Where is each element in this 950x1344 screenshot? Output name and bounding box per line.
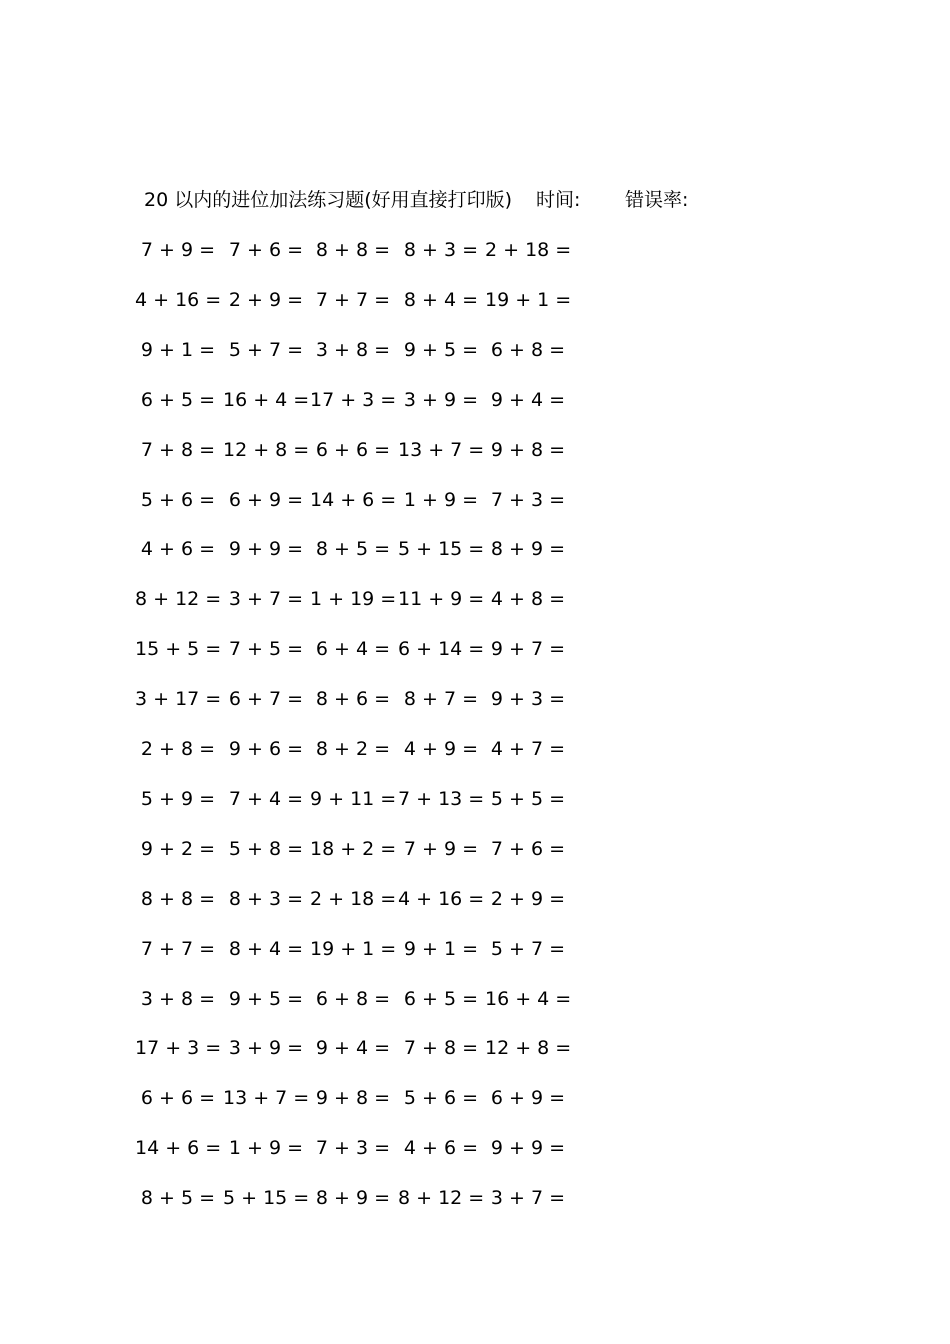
addition-problem: 3 + 7 = bbox=[490, 1187, 566, 1209]
problem-row bbox=[0, 1134, 950, 1162]
addition-problem: 17 + 3 = bbox=[135, 1037, 222, 1059]
addition-problem: 12 + 8 = bbox=[485, 1037, 572, 1059]
addition-problem: 2 + 8 = bbox=[140, 738, 216, 760]
addition-problem: 6 + 8 = bbox=[315, 988, 391, 1010]
addition-problem: 9 + 5 = bbox=[228, 988, 304, 1010]
problem-row bbox=[0, 236, 950, 264]
problem-row bbox=[0, 585, 950, 613]
addition-problem: 2 + 9 = bbox=[228, 289, 304, 311]
addition-problem: 5 + 15 = bbox=[398, 538, 485, 560]
addition-problem: 6 + 6 = bbox=[315, 439, 391, 461]
addition-problem: 17 + 3 = bbox=[310, 389, 397, 411]
addition-problem: 7 + 9 = bbox=[403, 838, 479, 860]
addition-problem: 16 + 4 = bbox=[485, 988, 572, 1010]
addition-problem: 19 + 1 = bbox=[485, 289, 572, 311]
problem-row bbox=[0, 935, 950, 963]
addition-problem: 8 + 6 = bbox=[315, 688, 391, 710]
problem-row bbox=[0, 386, 950, 414]
problem-row bbox=[0, 336, 950, 364]
addition-problem: 6 + 7 = bbox=[228, 688, 304, 710]
addition-problem: 7 + 6 = bbox=[490, 838, 566, 860]
addition-problem: 8 + 9 = bbox=[490, 538, 566, 560]
time-label: 时间: bbox=[536, 189, 581, 211]
addition-problem: 9 + 2 = bbox=[140, 838, 216, 860]
addition-problem: 5 + 15 = bbox=[223, 1187, 310, 1209]
addition-problem: 8 + 12 = bbox=[135, 588, 222, 610]
problem-row bbox=[0, 985, 950, 1013]
addition-problem: 3 + 7 = bbox=[228, 588, 304, 610]
addition-problem: 3 + 8 = bbox=[315, 339, 391, 361]
addition-problem: 16 + 4 = bbox=[223, 389, 310, 411]
problem-row bbox=[0, 735, 950, 763]
addition-problem: 4 + 8 = bbox=[490, 588, 566, 610]
addition-problem: 2 + 9 = bbox=[490, 888, 566, 910]
addition-problem: 15 + 5 = bbox=[135, 638, 222, 660]
addition-problem: 6 + 14 = bbox=[398, 638, 485, 660]
addition-problem: 5 + 7 = bbox=[490, 938, 566, 960]
addition-problem: 13 + 7 = bbox=[398, 439, 485, 461]
addition-problem: 9 + 1 = bbox=[140, 339, 216, 361]
addition-problem: 19 + 1 = bbox=[310, 938, 397, 960]
addition-problem: 8 + 9 = bbox=[315, 1187, 391, 1209]
addition-problem: 8 + 5 = bbox=[140, 1187, 216, 1209]
addition-problem: 5 + 7 = bbox=[228, 339, 304, 361]
addition-problem: 9 + 11 = bbox=[310, 788, 397, 810]
addition-problem: 7 + 6 = bbox=[228, 239, 304, 261]
addition-problem: 14 + 6 = bbox=[310, 489, 397, 511]
problem-row bbox=[0, 685, 950, 713]
addition-problem: 5 + 9 = bbox=[140, 788, 216, 810]
problem-row bbox=[0, 286, 950, 314]
addition-problem: 9 + 8 = bbox=[490, 439, 566, 461]
addition-problem: 5 + 5 = bbox=[490, 788, 566, 810]
addition-problem: 9 + 3 = bbox=[490, 688, 566, 710]
addition-problem: 7 + 4 = bbox=[228, 788, 304, 810]
addition-problem: 9 + 4 = bbox=[490, 389, 566, 411]
addition-problem: 9 + 4 = bbox=[315, 1037, 391, 1059]
addition-problem: 7 + 3 = bbox=[315, 1137, 391, 1159]
addition-problem: 3 + 8 = bbox=[140, 988, 216, 1010]
addition-problem: 4 + 16 = bbox=[135, 289, 222, 311]
addition-problem: 4 + 6 = bbox=[403, 1137, 479, 1159]
addition-problem: 3 + 17 = bbox=[135, 688, 222, 710]
problem-row bbox=[0, 1184, 950, 1212]
addition-problem: 2 + 18 = bbox=[485, 239, 572, 261]
addition-problem: 7 + 7 = bbox=[315, 289, 391, 311]
addition-problem: 7 + 3 = bbox=[490, 489, 566, 511]
problem-row bbox=[0, 635, 950, 663]
addition-problem: 14 + 6 = bbox=[135, 1137, 222, 1159]
problem-row bbox=[0, 1084, 950, 1112]
addition-problem: 8 + 12 = bbox=[398, 1187, 485, 1209]
addition-problem: 2 + 18 = bbox=[310, 888, 397, 910]
addition-problem: 4 + 7 = bbox=[490, 738, 566, 760]
error-rate-label: 错误率: bbox=[625, 189, 689, 211]
problem-row bbox=[0, 436, 950, 464]
addition-problem: 13 + 7 = bbox=[223, 1087, 310, 1109]
addition-problem: 9 + 8 = bbox=[315, 1087, 391, 1109]
addition-problem: 1 + 9 = bbox=[403, 489, 479, 511]
addition-problem: 6 + 5 = bbox=[140, 389, 216, 411]
addition-problem: 7 + 5 = bbox=[228, 638, 304, 660]
problem-row bbox=[0, 885, 950, 913]
addition-problem: 8 + 8 = bbox=[315, 239, 391, 261]
addition-problem: 8 + 2 = bbox=[315, 738, 391, 760]
addition-problem: 6 + 9 = bbox=[228, 489, 304, 511]
addition-problem: 6 + 8 = bbox=[490, 339, 566, 361]
addition-problem: 9 + 9 = bbox=[228, 538, 304, 560]
addition-problem: 3 + 9 = bbox=[228, 1037, 304, 1059]
addition-problem: 18 + 2 = bbox=[310, 838, 397, 860]
addition-problem: 8 + 8 = bbox=[140, 888, 216, 910]
addition-problem: 5 + 8 = bbox=[228, 838, 304, 860]
addition-problem: 8 + 3 = bbox=[228, 888, 304, 910]
addition-problem: 6 + 9 = bbox=[490, 1087, 566, 1109]
addition-problem: 4 + 6 = bbox=[140, 538, 216, 560]
addition-problem: 1 + 19 = bbox=[310, 588, 397, 610]
addition-problem: 8 + 4 = bbox=[403, 289, 479, 311]
addition-problem: 9 + 1 = bbox=[403, 938, 479, 960]
addition-problem: 6 + 4 = bbox=[315, 638, 391, 660]
addition-problem: 9 + 5 = bbox=[403, 339, 479, 361]
addition-problem: 8 + 5 = bbox=[315, 538, 391, 560]
addition-problem: 7 + 13 = bbox=[398, 788, 485, 810]
addition-problem: 1 + 9 = bbox=[228, 1137, 304, 1159]
problem-row bbox=[0, 835, 950, 863]
addition-problem: 6 + 6 = bbox=[140, 1087, 216, 1109]
addition-problem: 7 + 9 = bbox=[140, 239, 216, 261]
addition-problem: 7 + 8 = bbox=[403, 1037, 479, 1059]
problem-row bbox=[0, 785, 950, 813]
addition-problem: 5 + 6 = bbox=[403, 1087, 479, 1109]
addition-problem: 8 + 3 = bbox=[403, 239, 479, 261]
worksheet-title: 20 以内的进位加法练习题(好用直接打印版) bbox=[144, 189, 513, 211]
addition-problem: 7 + 7 = bbox=[140, 938, 216, 960]
addition-problem: 9 + 6 = bbox=[228, 738, 304, 760]
problem-row bbox=[0, 535, 950, 563]
addition-problem: 9 + 9 = bbox=[490, 1137, 566, 1159]
addition-problem: 12 + 8 = bbox=[223, 439, 310, 461]
addition-problem: 3 + 9 = bbox=[403, 389, 479, 411]
addition-problem: 8 + 7 = bbox=[403, 688, 479, 710]
addition-problem: 5 + 6 = bbox=[140, 489, 216, 511]
addition-problem: 8 + 4 = bbox=[228, 938, 304, 960]
problem-row bbox=[0, 1034, 950, 1062]
addition-problem: 6 + 5 = bbox=[403, 988, 479, 1010]
addition-problem: 11 + 9 = bbox=[398, 588, 485, 610]
addition-problem: 9 + 7 = bbox=[490, 638, 566, 660]
problem-row bbox=[0, 486, 950, 514]
addition-problem: 7 + 8 = bbox=[140, 439, 216, 461]
addition-problem: 4 + 9 = bbox=[403, 738, 479, 760]
addition-problem: 4 + 16 = bbox=[398, 888, 485, 910]
